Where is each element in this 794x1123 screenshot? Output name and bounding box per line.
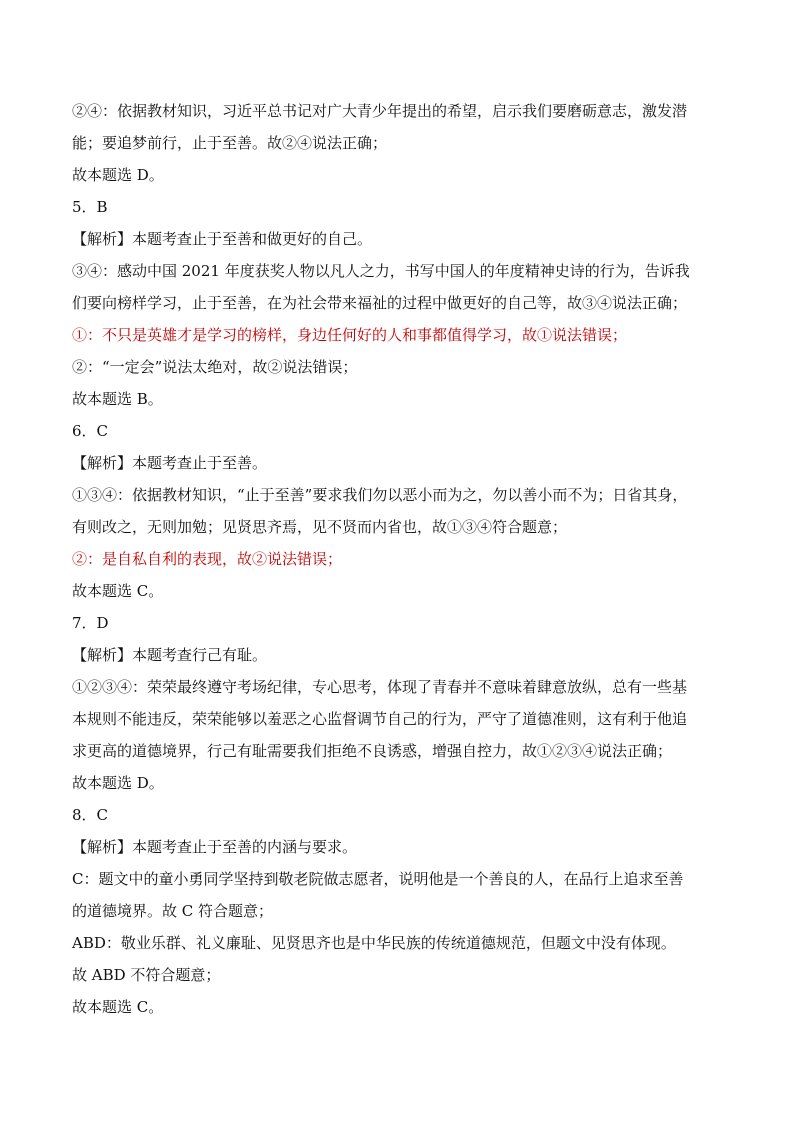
text-line-highlighted: ①：不只是英雄才是学习的榜样，身边任何好的人和事都值得学习，故①说法错误； <box>72 326 628 344</box>
text-line: 们要向榜样学习，止于至善，在为社会带来福祉的过程中做更好的自己等，故③④说法正确； <box>72 294 688 312</box>
text-line: 故 ABD 不符合题意； <box>72 966 221 984</box>
text-line: 有则改之，无则加勉；见贤思齐焉，见不贤而内省也，故①③④符合题意； <box>72 518 568 536</box>
text-line: ABD：敬业乐群、礼义廉耻、见贤思齐也是中华民族的传统道德规范，但题文中没有体现。 <box>72 934 676 952</box>
text-line: 故本题选 D。 <box>72 166 164 184</box>
question-number: 5．B <box>72 198 108 216</box>
text-line: 故本题选 C。 <box>72 582 164 600</box>
text-line: ②④：依据教材知识，习近平总书记对广大青少年提出的希望，启示我们要磨砺意志，激发潜 <box>72 102 688 120</box>
text-line: 故本题选 D。 <box>72 774 164 792</box>
text-line: ③④：感动中国 2021 年度获奖人物以凡人之力，书写中国人的年度精神史诗的行为，告诉我 <box>72 262 690 280</box>
question-number: 6．C <box>72 422 109 440</box>
text-line: 故本题选 C。 <box>72 998 164 1016</box>
text-line: ①③④：依据教材知识，“止于至善”要求我们勿以恶小而为之，勿以善小而不为；日省其身， <box>72 486 688 504</box>
text-line: C：题文中的童小勇同学坚持到敬老院做志愿者，说明他是一个善良的人，在品行上追求至善 <box>72 870 684 888</box>
text-line: 能；要追梦前行，止于至善。故②④说法正确； <box>72 134 388 152</box>
question-number: 8．C <box>72 806 109 824</box>
analysis-heading: 【解析】本题考查行己有耻。 <box>72 646 268 664</box>
text-line: 故本题选 B。 <box>72 390 163 408</box>
question-number: 7．D <box>72 614 109 632</box>
text-line-highlighted: ②：是自私自利的表现，故②说法错误； <box>72 550 343 568</box>
analysis-heading: 【解析】本题考查止于至善。 <box>72 454 268 472</box>
analysis-heading: 【解析】本题考查止于至善的内涵与要求。 <box>72 838 358 856</box>
text-line: 本规则不能违反，荣荣能够以羞恶之心监督调节自己的行为，严守了道德准则，这有利于他追 <box>72 710 688 728</box>
analysis-heading: 【解析】本题考查止于至善和做更好的自己。 <box>72 230 373 248</box>
text-line: 的道德境界。故 C 符合题意； <box>72 902 274 920</box>
text-line: ①②③④：荣荣最终遵守考场纪律，专心思考，体现了青春并不意味着肆意放纵，总有一些基 <box>72 678 688 696</box>
text-line: ②：“一定会”说法太绝对，故②说法错误； <box>72 358 358 376</box>
text-line: 求更高的道德境界，行己有耻需要我们拒绝不良诱惑，增强自控力，故①②③④说法正确； <box>72 742 673 760</box>
